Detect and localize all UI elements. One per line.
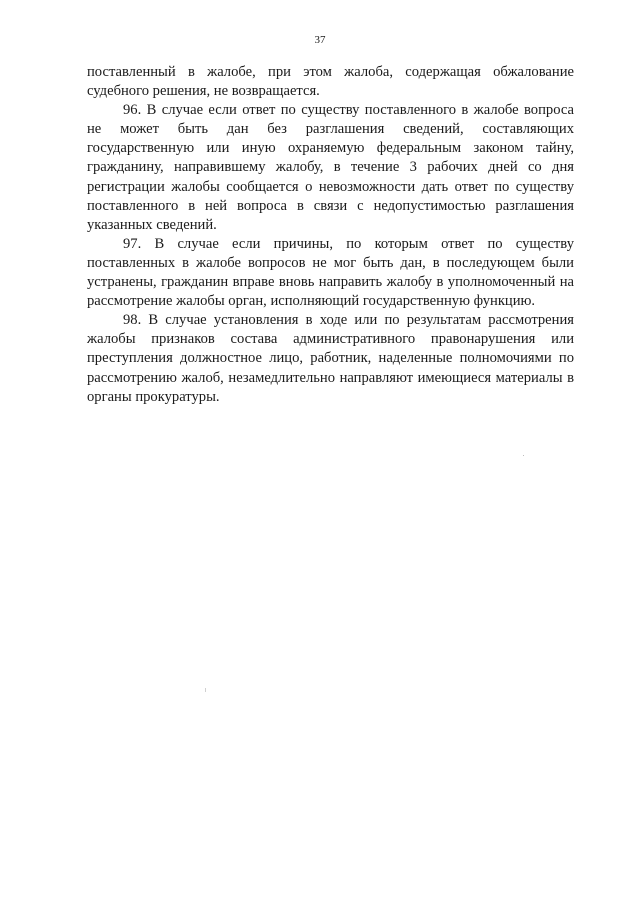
paragraph-continuation: поставленный в жалобе, при этом жалоба, содержащая обжалование судебного решения, не возвращается. [87, 64, 574, 100]
page-number: 37 [314, 34, 326, 46]
paragraph-98: 98. В случае установления в ходе или по результатам рассмотрения жалобы признаков состава административного правонарушения или преступления должностное лицо, работник, наделенные полномочиями по рассмотрению жалоб, незамедлительно направляют имеющиеся материалы в органы прокуратуры. [87, 312, 574, 405]
paragraph-96: 96. В случае если ответ по существу поставленного в жалобе вопроса не может быть дан без разглашения сведений, составляющих государственную или иную охраняемую федеральным законом тайну, гражданину, направившему жалобу, в течение 3 рабочих дней со дня регистрации жалобы сообщается о невозможности дать ответ по существу поставленного в ней вопроса в связи с недопустимостью разглашения указанных сведений. [87, 102, 574, 233]
scan-speck [205, 688, 206, 692]
scan-speck [523, 455, 524, 456]
document-body [87, 63, 574, 407]
paragraph-97: 97. В случае если причины, по которым ответ по существу поставленных в жалобе вопросов не мог быть дан, в последующем были устранены, гражданин вправе вновь направить жалобу в уполномоченный на рассмотрение жалобы орган, исполняющий государственную функцию. [87, 235, 574, 310]
